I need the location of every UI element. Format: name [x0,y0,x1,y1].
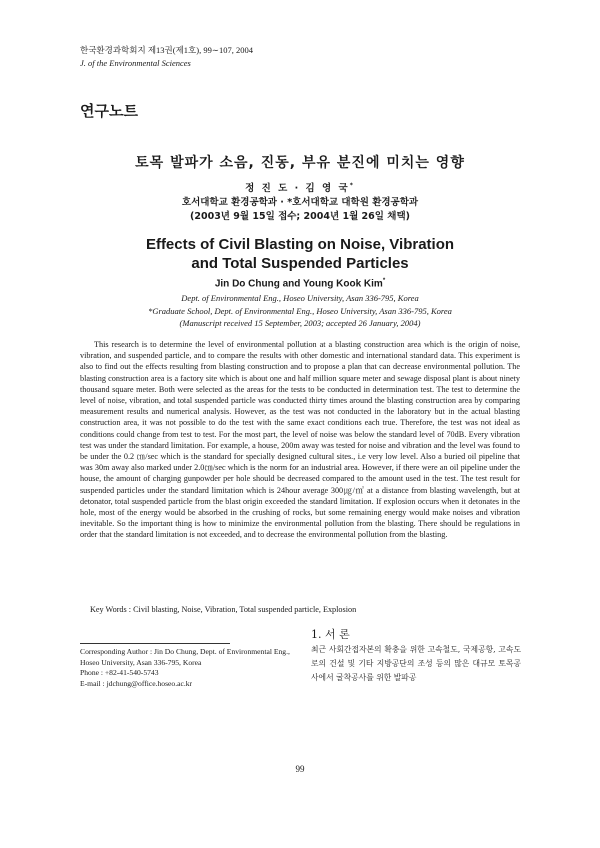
page-number: 99 [295,764,305,774]
english-affiliation [60,292,540,330]
english-title [60,235,540,273]
affiliation-line-2: *Graduate School, Dept. of Environmental Eng., Hoseo University, Asan 336-795, Korea [148,305,452,316]
keywords: Key Words : Civil blasting, Noise, Vibration, Total suspended particle, Explosion [90,605,357,614]
affiliation-line-1: Dept. of Environmental Eng., Hoseo University, Asan 336-795, Korea [181,293,419,303]
journal-citation: 한국환경과학회지 제13권(제1호), 99∼107, 2004 [80,45,253,55]
journal-name: J. of the Environmental Sciences [80,58,191,68]
korean-authors-mark: * [349,181,355,189]
korean-authors [60,180,540,194]
journal-header [80,44,253,70]
introduction-heading: 1. 서 론 [311,628,350,641]
english-authors-mark: * [382,278,386,284]
english-dates: (Manuscript received 15 September, 2003; accepted 26 January, 2004) [179,318,421,328]
korean-dates: (2003년 9월 15일 접수; 2004년 1월 26일 채택) [190,211,410,222]
korean-affiliation: 호서대학교 환경공학과 · *호서대학교 대학원 환경공학과 [181,197,419,208]
english-authors [60,278,540,289]
section-label: 연구노트 [80,102,138,120]
korean-authors-names: 정 진 도 · 김 영 국 [245,183,350,194]
footnote-phone: Phone : +82-41-540-5743 [80,668,159,678]
footnote-author: Corresponding Author : Jin Do Chung, Dept. of Environmental Eng., Hoseo University, Asan 336-795, Korea [80,647,290,667]
footnote-divider [80,643,230,644]
footnote-email: E-mail : jdchung@office.hoseo.ac.kr [80,678,193,688]
english-authors-names: Jin Do Chung and Young Kook Kim [214,278,383,290]
abstract: This research is to determine the level of environmental pollution at a blasting construction area which is the origin of noise, vibration, and suspended particle, and to compare the results with other domestic and international standard data. This experiment is also to find out the effects resulting from blasting construction and to propose a plan that can decrease environmental pollution. The blasting construction area is a factory site which is about one and half million square meter and sewage disposal plant is about ninety thousand square meter. Both were selected as the areas for the tests to be conducted in determination test. The test to determine the level of noise, vibration, and total suspended particle was conducted thirty times around the blasting construction area by comparing measurement results and numerical analysis. However, as the test was not conducted in the laboratory but in the actual blasting construction area, it was not possible to do the test with the same exact conditions each true. Therefore, the test was not ideal as conditions could change from test to test. For the most part, the level of noise was below the standard level of 70dB. Every vibration test was under the standard limitation. For example, a house, 200m away was tested for noise and vibration and the level was found to be under the 0.2 ㎝/sec which is the standard for specially designed cultural sites., i.e very low level. Also a buried oil pipeline that was 30m away also marked under 2.0㎝/sec which is the norm for an industrial area. However, if there were an oil pipeline under the house, the amount of charging gunpowder per hole should be decreased compared to the amount used in the test. The test result for suspended particles under the standard limitation which is 24hour average 300㎍/㎥ at a distance from blasting wavelength, but at detonator, total suspended particle from the blast origin exceeded the standard limitation. If explosion occurs when it detonates in the hole, most of the energy would be absorbed in the crushing of rocks, but some remaining energy would make noises and vibration inevitable. So the important thing is how to minimize the environmental pollution from the blasting. There should be regulations in order that the standard limitation is not exceeded, and to decrease the environmental pollution from the blasting. [80,340,520,540]
korean-title: 토목 발파가 소음, 진동, 부유 분진에 미치는 영향 [135,155,465,171]
english-title-line2: and Total Suspended Particles [191,255,409,272]
corresponding-author-footnote [80,647,300,689]
english-title-line1: Effects of Civil Blasting on Noise, Vibration [145,236,455,253]
introduction-text: 최근 사회간접자본의 확충을 위한 고속철도, 국제공항, 고속도로의 건설 및 기타 지방공단의 조성 등의 많은 대규모 토목공사에서 굴착공사를 위한 발파공 [311,645,521,682]
